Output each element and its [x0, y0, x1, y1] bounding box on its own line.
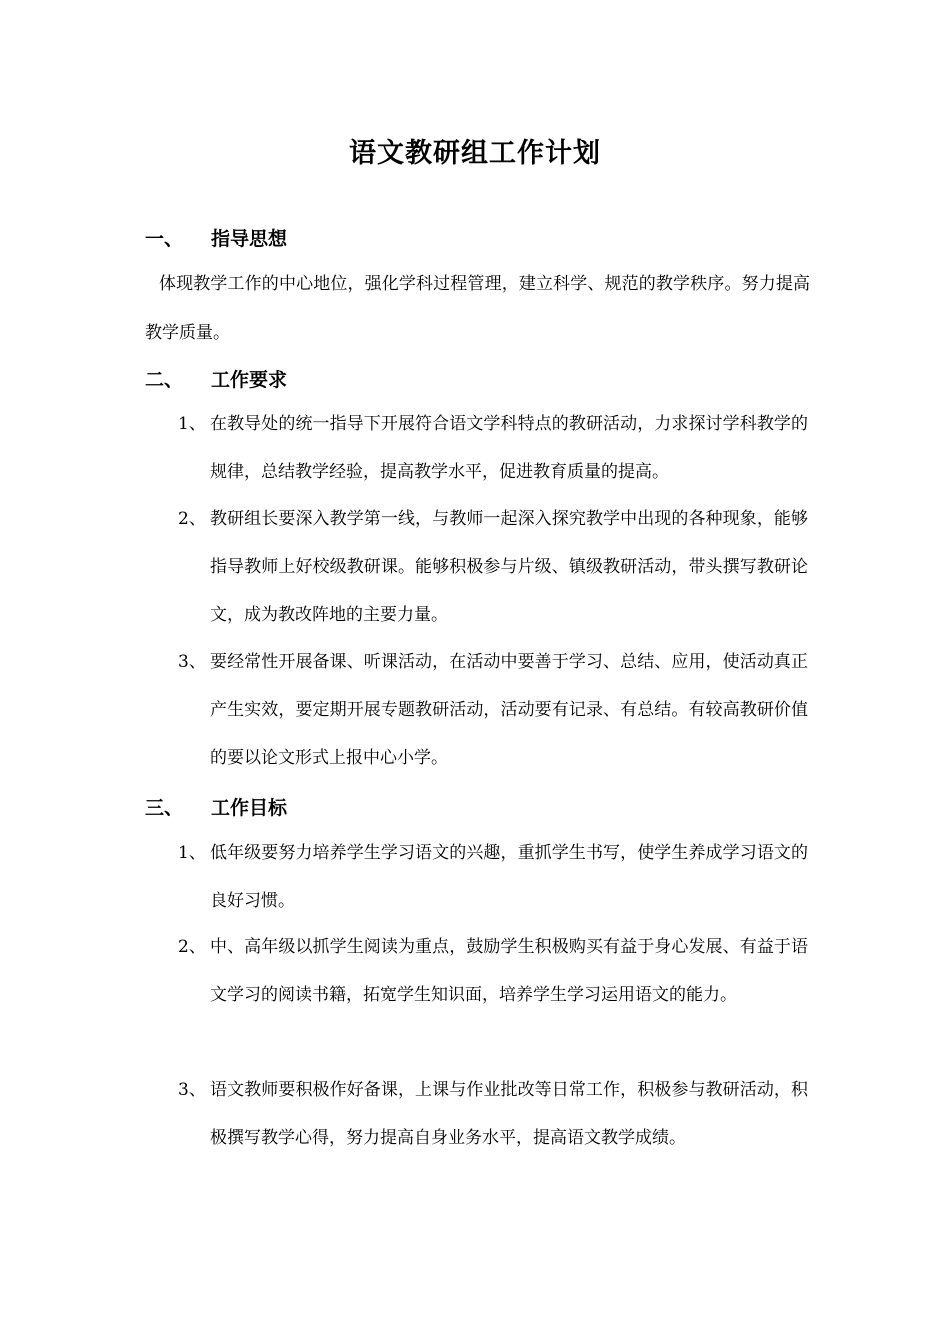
section-title: 工作要求: [211, 369, 288, 391]
paragraph-text: 体现教学工作的中心地位，强化学科过程管理，建立科学、规范的教学秩序。努力提高教学质量。: [145, 274, 810, 343]
item-text: 语文教师要积极作好备课，上课与作业批改等日常工作，积极参与教研活动，积极撰写教学心得，努力提高自身业务水平，提高语文教学成绩。: [210, 1080, 808, 1148]
item-text: 教研组长要深入教学第一线，与教师一起深入探究教学中出现的各种现象，能够指导教师上好校级教研课。能够积极参与片级、镇级教研活动，带头撰写教研论文，成为教改阵地的主要力量。: [210, 509, 808, 625]
section-title: 工作目标: [211, 797, 288, 819]
item-text: 在教导处的统一指导下开展符合语文学科特点的教研活动，力求探讨学科教学的规律，总结教学经验，提高教学水平，促进教育质量的提高。: [210, 414, 808, 482]
item-number: 1、: [178, 414, 206, 434]
list-item: [178, 829, 808, 925]
section-heading-2: [145, 365, 287, 392]
section-number: 一、: [145, 228, 184, 250]
list-item: [178, 923, 808, 1019]
section-heading-1: [145, 224, 287, 251]
item-number: 3、: [178, 1080, 206, 1100]
item-number: 2、: [178, 509, 206, 529]
item-number: 2、: [178, 937, 206, 957]
list-item: [178, 638, 808, 782]
section-number: 二、: [145, 369, 184, 391]
item-number: 1、: [178, 843, 206, 863]
list-item: [178, 1066, 808, 1162]
item-number: 3、: [178, 652, 206, 672]
item-text: 低年级要努力培养学生学习语文的兴趣，重抓学生书写，使学生养成学习语文的良好习惯。: [210, 843, 808, 911]
item-text: 中、高年级以抓学生阅读为重点，鼓励学生积极购买有益于身心发展、有益于语文学习的阅读书籍，拓宽学生知识面，培养学生学习运用语文的能力。: [210, 937, 808, 1005]
section-heading-3: [145, 793, 287, 820]
list-item: [178, 400, 808, 496]
section-number: 三、: [145, 797, 184, 819]
document-title: 语文教研组工作计划: [349, 138, 601, 169]
list-item: [178, 495, 808, 639]
item-text: 要经常性开展备课、听课活动，在活动中要善于学习、总结、应用，使活动真正产生实效，要定期开展专题教研活动，活动要有记录、有总结。有较高教研价值的要以论文形式上报中心小学。: [210, 652, 808, 768]
section-paragraph: [145, 260, 810, 358]
section-title: 指导思想: [211, 228, 288, 250]
